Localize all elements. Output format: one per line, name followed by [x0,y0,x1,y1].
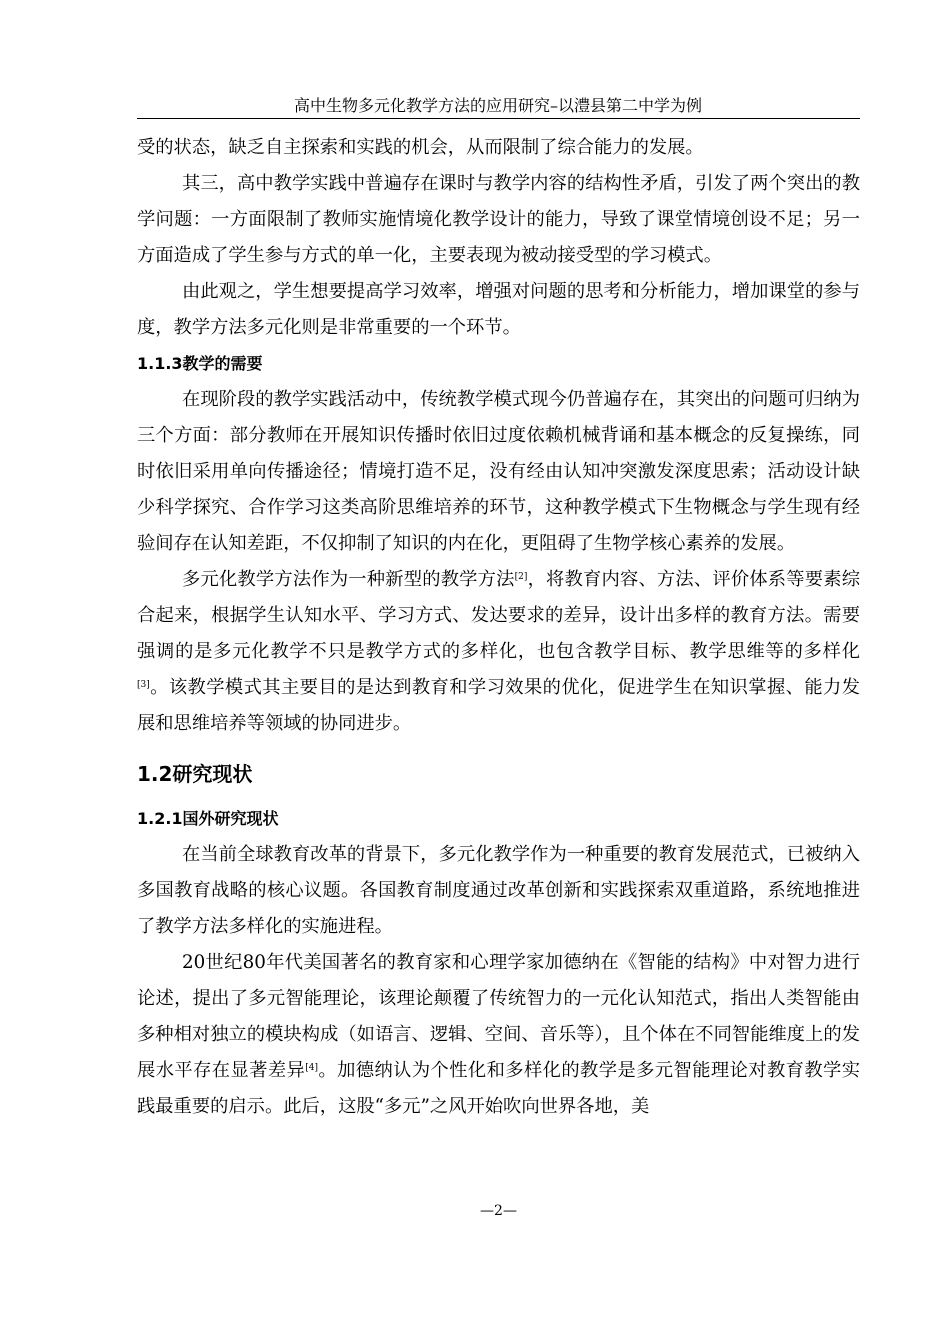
page-body [137,130,860,1125]
paragraph-text: 多元化教学方法作为一种新型的教学方法 [182,569,515,590]
paragraph: 在现阶段的教学实践活动中，传统教学模式现今仍普遍存在，其突出的问题可归纳为三个方面：部分教师在开展知识传播时依旧过度依赖机械背诵和基本概念的反复操练，同时依旧采用单向传播途径；情境打造不足，没有经由认知冲突激发深度思索；活动设计缺少科学探究、合作学习这类高阶思维培养的环节，这种教学模式下生物概念与学生现有经验间存在认知差距，不仅抑制了知识的内在化，更阻碍了生物学核心素养的发展。 [137,389,860,554]
paragraph: 在当前全球教育改革的背景下，多元化教学作为一种重要的教育发展范式，已被纳入多国教育战略的核心议题。各国教育制度通过改革创新和实践探索双重道路，系统地推进了教学方法多样化的实施进程。 [137,844,860,937]
citation-ref: [4] [305,1063,318,1073]
header-rule [137,118,860,119]
paragraph-with-citations [137,945,860,1125]
paragraph-text: 20世纪80年代美国著名的教育家和心理学家加德纳在《智能的结构》中对智力进行论述，提出了多元智能理论，该理论颠覆了传统智力的一元化认知范式，指出人类智能由多种相对独立的模块构成（如语言、逻辑、空间、音乐等），且个体在不同智能维度上的发展水平存在显著差异 [137,952,860,1081]
paragraph: 其三，高中教学实践中普遍存在课时与教学内容的结构性矛盾，引发了两个突出的教学问题：一方面限制了教师实施情境化教学设计的能力，导致了课堂情境创设不足；另一方面造成了学生参与方式的单一化，主要表现为被动接受型的学习模式。 [137,173,860,266]
citation-ref: [3] [137,680,150,690]
paragraph: 由此观之，学生想要提高学习效率，增强对问题的思考和分析能力，增加课堂的参与度，教学方法多元化则是非常重要的一个环节。 [137,281,860,338]
page-number: —2— [480,1203,517,1219]
paragraph-text: ，将教育内容、方法、评价体系等要素综合起来，根据学生认知水平、学习方式、发达要求的差异，设计出多样的教育方法。需要强调的是多元化教学不只是教学方式的多样化，也包含教学目标、教学思维等的多样化 [137,569,860,662]
paragraph-with-citations [137,562,860,742]
section-heading-1-2: 1.2研究现状 [137,762,253,786]
paragraph-continued: 受的状态，缺乏自主探索和实践的机会，从而限制了综合能力的发展。 [137,137,704,158]
section-heading-1-2-1: 1.2.1国外研究现状 [137,809,279,828]
section-heading-1-1-3: 1.1.3教学的需要 [137,354,263,373]
paragraph-text: 。加德纳认为个性化和多样化的教学是多元智能理论对教育教学实践最重要的启示。此后，这股“多元”之风开始吹向世界各地，美 [137,1060,861,1117]
paragraph-text: 。该教学模式其主要目的是达到教育和学习效果的优化，促进学生在知识掌握、能力发展和思维培养等领域的协同进步。 [137,677,860,734]
running-header: 高中生物多元化教学方法的应用研究–以澧县第二中学为例 [293,96,702,115]
citation-ref: [2] [514,572,528,582]
